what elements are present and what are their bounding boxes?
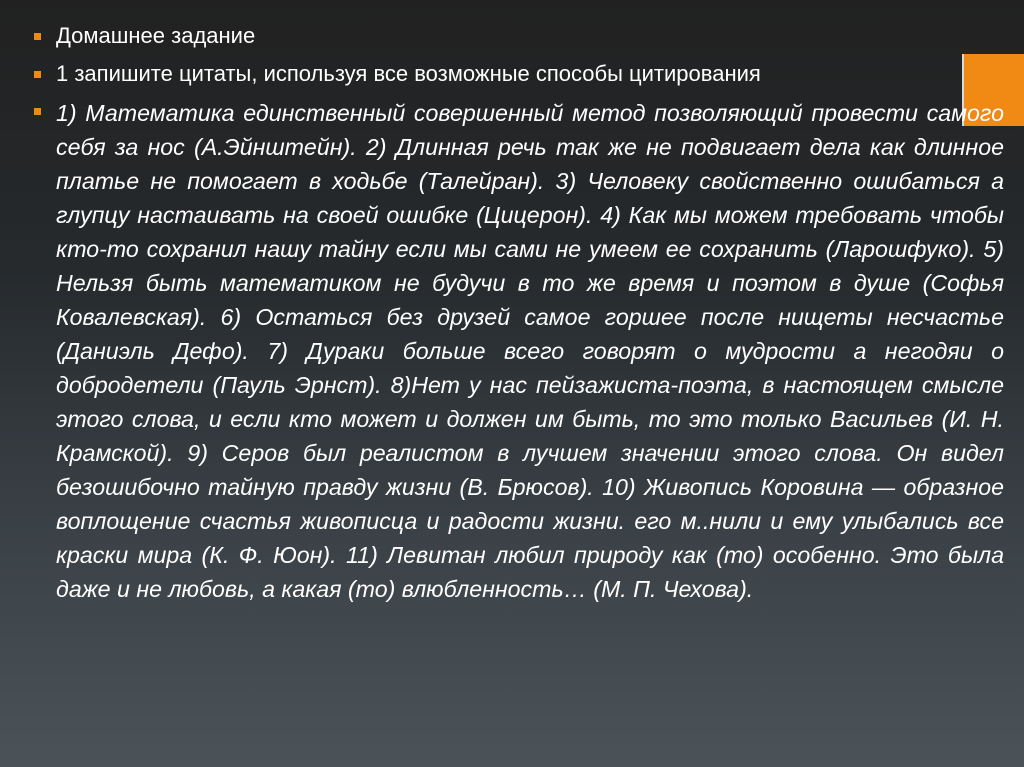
bullet-square-icon [34,71,41,78]
task-text: 1 запишите цитаты, используя все возможные способы цитирования [56,61,761,86]
bullet-square-icon [34,108,41,115]
slide-content [34,22,1004,606]
quotes-text: 1) Математика единственный совершенный метод позволяющий провести самого себя за нос (А.Эйнштейн). 2) Длинная речь так же не подвигает дела как длинное платье не помогает в ходьбе (Талейран). 3) Человеку свойственно ошибаться а глупцу настаивать на своей ошибке (Цицерон). 4) Как мы можем требовать чтобы кто-то сохранил нашу тайну если мы сами не умеем ее сохранить (Ларошфуко). 5) Нельзя быть математиком не будучи в то же время и поэтом в душе (Софья Ковалевская). 6) Остаться без друзей самое горшее после нищеты несчастье (Даниэль Дефо). 7) Дураки больше всего говорят о мудрости а негодяи о добродетели (Пауль Эрнст). 8)Нет у нас пейзажиста-поэта, в настоящем смысле этого слова, и если кто может и должен им быть, то это только Васильев (И. Н. Крамской). 9) Серов был реалистом в лучшем значении этого слова. Он видел безошибочно тайную правду жизни (В. Брюсов). 10) Живопись Коровина — образное воплощение счастья живописца и радости жизни. его м..нили и ему улыбались все краски мира (К. Ф. Юон). 11) Левитан любил природу как (то) особенно. Это была даже и не любовь, а какая (то) влюбленность… (М. П. Чехова). [56,100,1004,602]
bullet-square-icon [34,33,41,40]
slide-heading: Домашнее задание [56,23,256,48]
heading-item [34,22,1004,50]
task-item [34,60,1004,88]
quotes-item [34,96,1004,606]
